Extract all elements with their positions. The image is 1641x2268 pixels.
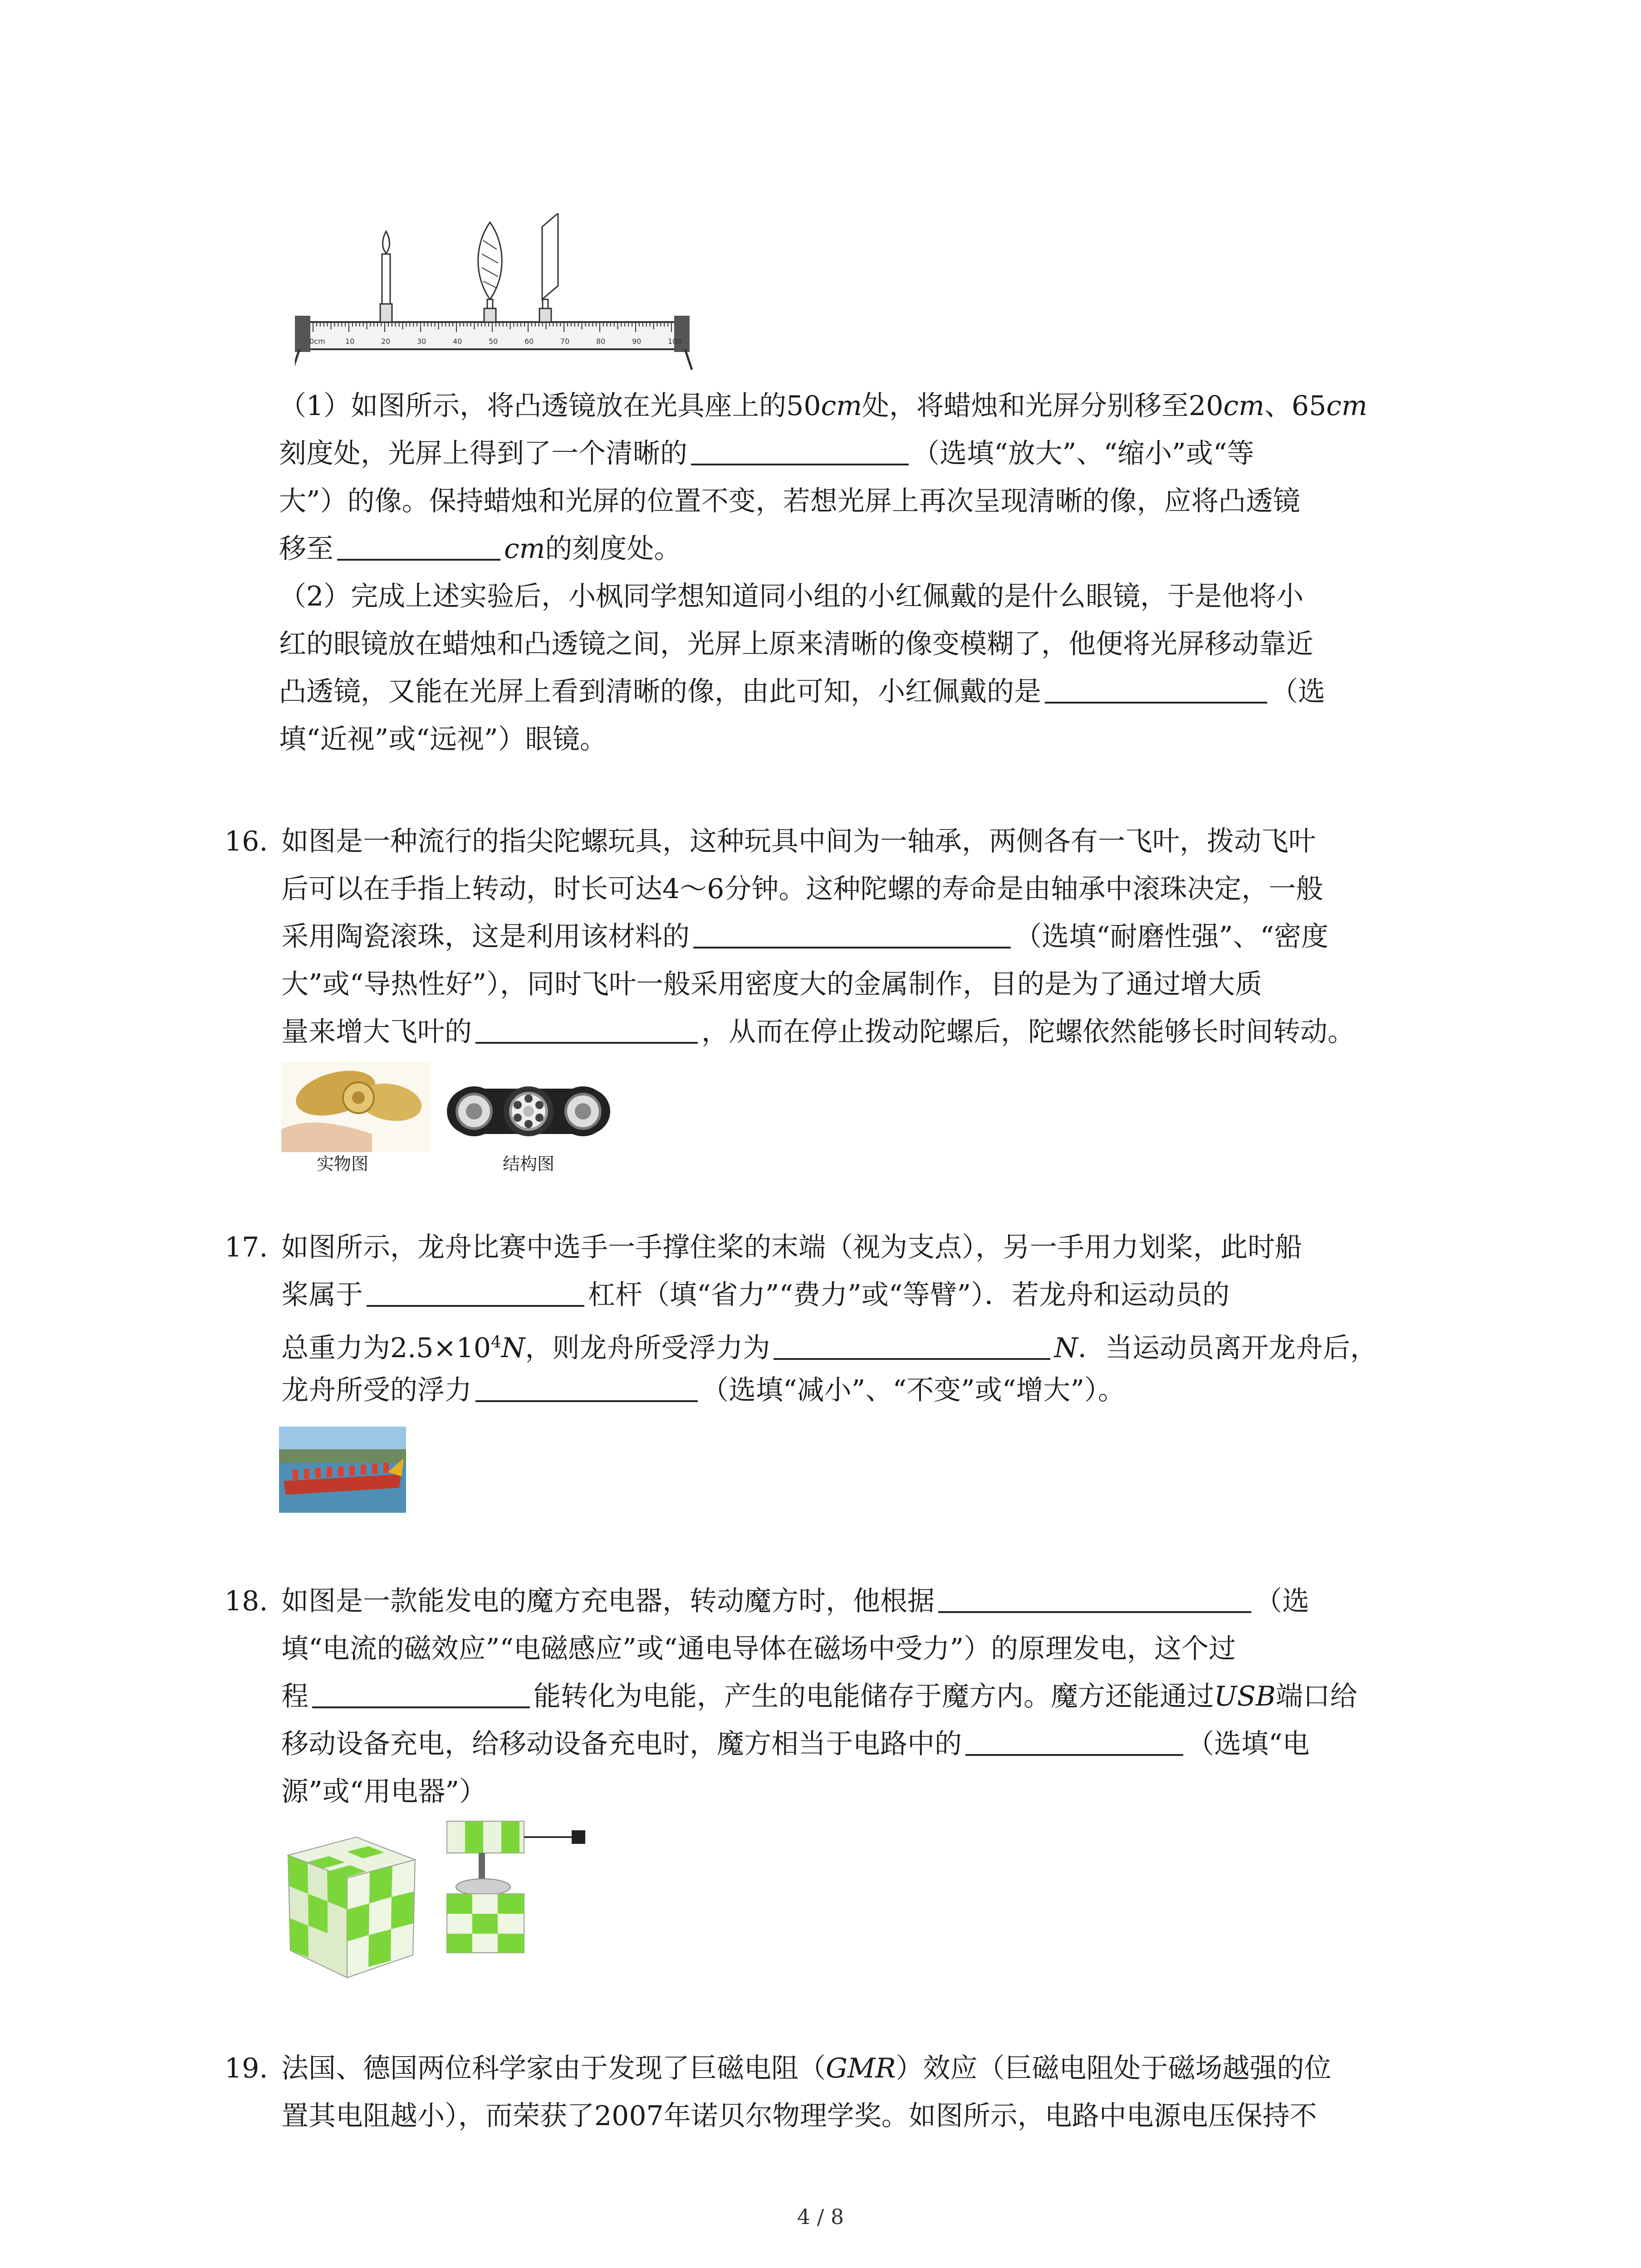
q19-line1: 法国、德国两位科学家由于发现了巨磁电阻（GMR）效应（巨磁电阻处于磁场越强的位 <box>281 2053 1332 2084</box>
question-number-16: 16. <box>225 826 268 857</box>
caption-structure: 结构图 <box>503 1154 555 1174</box>
q16-line4: 大”或“导热性好”），同时飞叶一般采用密度大的金属制作，目的是为了通过增大质 <box>281 968 1263 1000</box>
answer-blank-18-3[interactable] <box>965 1727 1183 1756</box>
answer-blank-16-1[interactable] <box>693 919 1011 948</box>
ruler-tick-label: 10 <box>345 337 355 346</box>
q18-line1: 如图是一款能发电的魔方充电器，转动魔方时，他根据 （选 <box>281 1583 1309 1619</box>
question-number-18: 18. <box>225 1585 268 1617</box>
spinner-structure-diagram <box>442 1070 615 1152</box>
ruler-tick-label: 90 <box>632 337 642 346</box>
ruler-tick-label: 50 <box>489 337 498 346</box>
answer-blank-15-2[interactable] <box>337 532 500 561</box>
q16-line2: 后可以在手指上转动，时长可达4～6分钟。这种陀螺的寿命是由轴承中滚珠决定，一般 <box>281 873 1323 905</box>
cube-structure-photo <box>438 1812 601 1962</box>
q17-line1: 如图所示，龙舟比赛中选手一手撑住桨的末端（视为支点），另一手用力划桨，此时船 <box>281 1232 1302 1263</box>
q17-line4: 龙舟所受的浮力 （选填“减小”、“不变”或“增大”）。 <box>281 1372 1125 1408</box>
q15-sub1-line2: 刻度处，光屏上得到了一个清晰的 （选填“放大”、“缩小”或“等 <box>279 435 1254 472</box>
ruler-tick-label: 30 <box>417 337 426 346</box>
answer-blank-17-2[interactable] <box>774 1331 1050 1360</box>
q15-sub1-line3: 大”）的像。保持蜡烛和光屏的位置不变，若想光屏上再次呈现清晰的像，应将凸透镜 <box>279 485 1300 517</box>
q18-line5: 源”或“用电器”） <box>281 1776 487 1808</box>
q15-sub2-line1: （2）完成上述实验后，小枫同学想知道同小组的小红佩戴的是什么眼镜，于是他将小 <box>279 581 1304 612</box>
spinner-photo <box>281 1061 431 1152</box>
q16-line3: 采用陶瓷滚珠，这是利用该材料的 （选填“耐磨性强”、“密度 <box>281 919 1328 955</box>
q19-line2: 置其电阻越小），而荣获了2007年诺贝尔物理学奖。如图所示，电路中电源电压保持不 <box>281 2100 1317 2132</box>
q17-line2: 桨属于 杠杆（填“省力”“费力”或“等臂”）．若龙舟和运动员的 <box>281 1277 1230 1313</box>
q16-line5: 量来增大飞叶的 ，从而在停止拨动陀螺后，陀螺依然能够长时间转动。 <box>281 1014 1355 1050</box>
ruler-tick-label: 20 <box>381 337 391 346</box>
answer-blank-18-1[interactable] <box>938 1584 1251 1613</box>
answer-blank-17-3[interactable] <box>475 1373 698 1402</box>
ruler-tick-label: 0cm <box>309 337 325 346</box>
question-number-17: 17. <box>225 1232 268 1263</box>
answer-blank-15-3[interactable] <box>1045 675 1267 704</box>
ruler-tick-label: 80 <box>596 337 606 346</box>
answer-blank-18-2[interactable] <box>312 1679 530 1708</box>
dragon-boat-photo <box>279 1427 406 1513</box>
ruler-tick-label: 100 <box>668 337 682 346</box>
caption-real-object: 实物图 <box>317 1154 369 1174</box>
q17-line3: 总重力为$2.5\times 10^4N$，则龙舟所受浮力为 N．当运动员离开龙舟后， <box>281 1325 1377 1366</box>
cube-charger-photo <box>279 1828 424 1982</box>
answer-blank-16-2[interactable] <box>475 1015 698 1044</box>
answer-blank-15-1[interactable] <box>691 436 909 465</box>
ruler-tick-label: 60 <box>524 337 534 346</box>
answer-blank-17-1[interactable] <box>367 1278 584 1307</box>
q15-sub1-line4: 移至 cm的刻度处。 <box>279 531 681 567</box>
page-number: 4 / 8 <box>797 2204 844 2229</box>
question-number-19: 19. <box>225 2053 268 2084</box>
q18-line3: 程 能转化为电能，产生的电能储存于魔方内。魔方还能通过USB端口给 <box>281 1678 1357 1715</box>
ruler-tick-label: 70 <box>560 337 570 346</box>
q16-line1: 如图是一种流行的指尖陀螺玩具，这种玩具中间为一轴承，两侧各有一飞叶，拨动飞叶 <box>281 826 1316 857</box>
q15-sub2-line2: 红的眼镜放在蜡烛和凸透镜之间，光屏上原来清晰的像变模糊了，他便将光屏移动靠近 <box>279 628 1313 660</box>
q15-sub2-line4: 填“近视”或“远视”）眼镜。 <box>279 723 607 755</box>
q15-sub1-line1: （1）如图所示，将凸透镜放在光具座上的50cm处，将蜡烛和光屏分别移至20cm、65cm <box>279 390 1367 422</box>
optical-bench-figure <box>295 213 694 376</box>
q18-line2: 填“电流的磁效应”“电磁感应”或“通电导体在磁场中受力”）的原理发电，这个过 <box>281 1633 1236 1665</box>
q18-line4: 移动设备充电，给移动设备充电时，魔方相当于电路中的 （选填“电 <box>281 1726 1310 1762</box>
ruler-tick-label: 40 <box>453 337 462 346</box>
q15-sub2-line3: 凸透镜，又能在光屏上看到清晰的像，由此可知，小红佩戴的是 （选 <box>279 674 1325 710</box>
